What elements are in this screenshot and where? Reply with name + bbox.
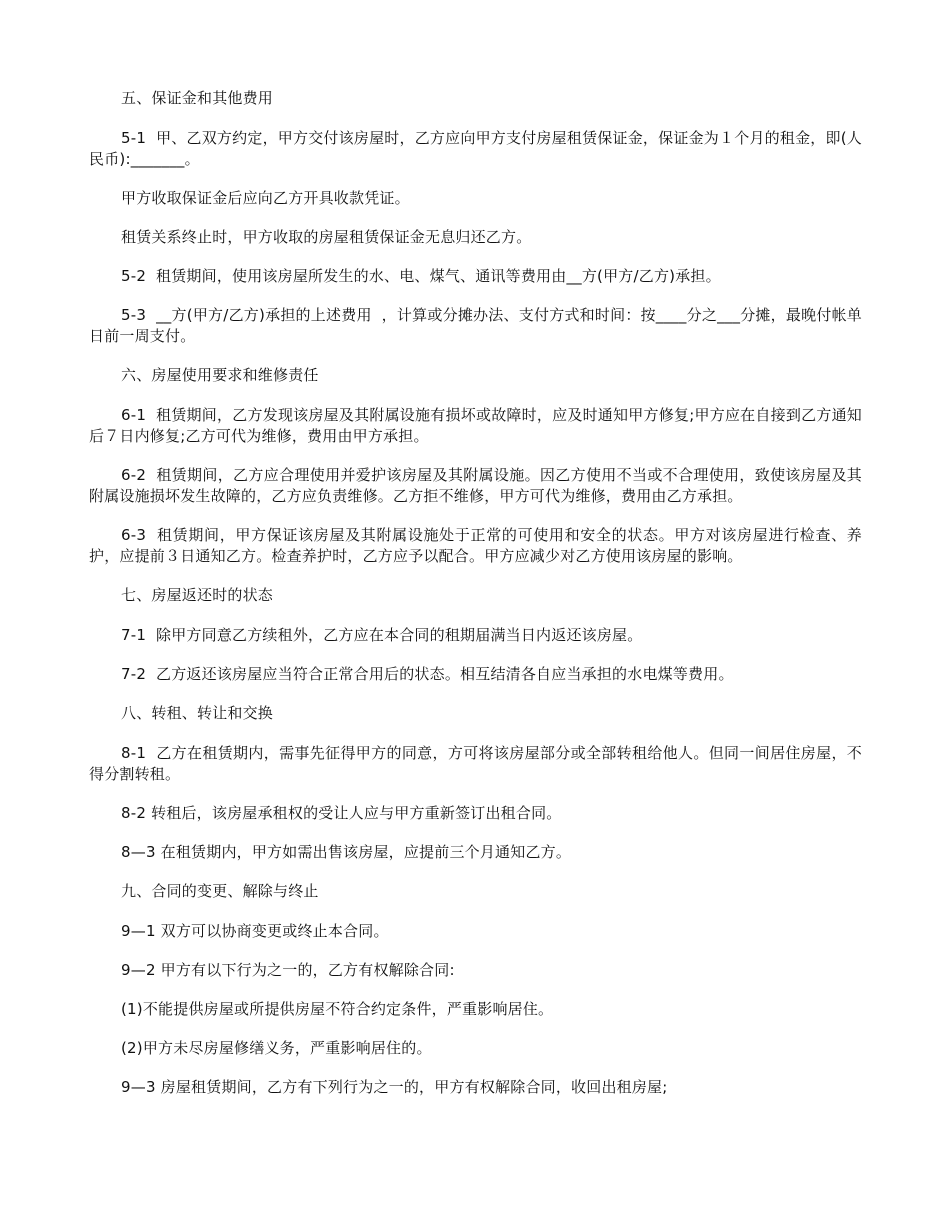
clause-5-2: 5-2 租赁期间，使用该房屋所发生的水、电、煤气、通讯等费用由__方(甲方/乙方)承担。 [121,267,721,285]
clause-9-2-item-1: (1)不能提供房屋或所提供房屋不符合约定条件，严重影响居住。 [121,1000,554,1018]
clause-8-1: 8-1 乙方在租赁期内，需事先征得甲方的同意，方可将该房屋部分或全部转租给他人。但同一间居住房屋，不得分割转租。 [89,744,862,783]
clause-9-2: 9—2 甲方有以下行为之一的，乙方有权解除合同: [121,961,455,979]
section-heading-7: 七、房屋返还时的状态 [121,586,274,604]
section-heading-5: 五、保证金和其他费用 [121,89,274,107]
section-heading-9: 九、合同的变更、解除与终止 [121,882,319,900]
section-heading-6: 六、房屋使用要求和维修责任 [121,366,319,384]
clause-8-3: 8—3 在租赁期内，甲方如需出售该房屋，应提前三个月通知乙方。 [121,843,572,861]
clause-5-1-receipt: 甲方收取保证金后应向乙方开具收款凭证。 [121,189,410,207]
clause-6-3: 6-3 租赁期间，甲方保证该房屋及其附属设施处于正常的可使用和安全的状态。甲方对该房屋进行检查、养护，应提前３日通知乙方。检查养护时，乙方应予以配合。甲方应减少对乙方使用该房屋的影响。 [89,526,862,565]
clause-5-3: 5-3 __方(甲方/乙方)承担的上述费用 ，计算或分摊办法、支付方式和时间：按____分之___分摊，最晚付帐单日前一周支付。 [89,306,862,345]
clause-7-2: 7-2 乙方返还该房屋应当符合正常合用后的状态。相互结清各自应当承担的水电煤等费用。 [121,665,734,683]
clause-8-2: 8-2 转租后，该房屋承租权的受让人应与甲方重新签订出租合同。 [121,804,562,822]
clause-9-1: 9—1 双方可以协商变更或终止本合同。 [121,922,389,940]
clause-7-1: 7-1 除甲方同意乙方续租外，乙方应在本合同的租期届满当日内返还该房屋。 [121,626,643,644]
clause-5-1: 5-1 甲、乙双方约定，甲方交付该房屋时，乙方应向甲方支付房屋租赁保证金，保证金为１个月的租金，即(人民币):_______。 [89,129,862,168]
clause-5-1-refund: 租赁关系终止时，甲方收取的房屋租赁保证金无息归还乙方。 [121,228,532,246]
section-heading-8: 八、转租、转让和交换 [121,704,274,722]
clause-9-2-item-2: (2)甲方未尽房屋修缮义务，严重影响居住的。 [121,1039,432,1057]
clause-6-2: 6-2 租赁期间，乙方应合理使用并爱护该房屋及其附属设施。因乙方使用不当或不合理使用，致使该房屋及其附属设施损坏发生故障的，乙方应负责维修。乙方拒不维修，甲方可代为维修，费用由乙方承担。 [89,466,862,505]
clause-9-3: 9—3 房屋租赁期间，乙方有下列行为之一的，甲方有权解除合同，收回出租房屋; [121,1078,668,1096]
clause-6-1: 6-1 租赁期间，乙方发现该房屋及其附属设施有损坏或故障时，应及时通知甲方修复;甲方应在自接到乙方通知后７日内修复;乙方可代为维修，费用由甲方承担。 [89,406,862,445]
